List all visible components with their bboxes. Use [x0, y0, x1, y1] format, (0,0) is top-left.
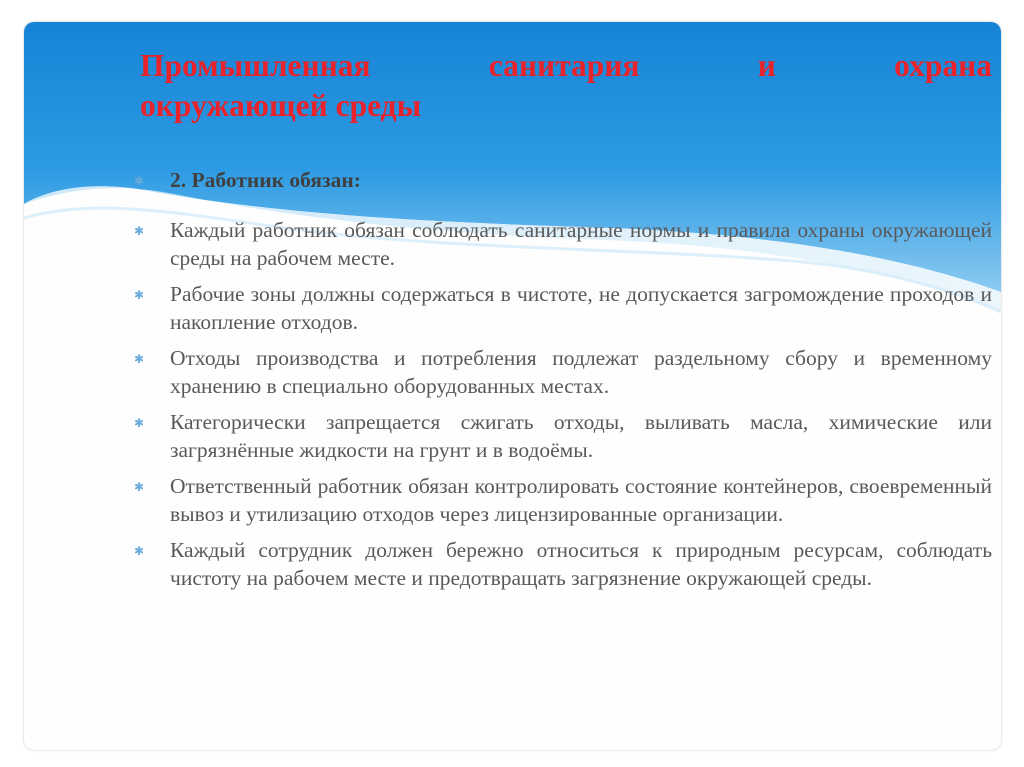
asterisk-icon: ✱	[134, 174, 145, 188]
list-item-text: Ответственный работник обязан контролировать состояние контейнеров, своевременный вывоз и утилизацию отходов через лицензированные организации.	[170, 474, 992, 526]
asterisk-icon: ✱	[134, 288, 145, 302]
asterisk-icon: ✱	[134, 224, 145, 238]
title-word-2: санитария	[488, 48, 640, 83]
title-word-3: и	[757, 48, 776, 83]
list-item	[134, 216, 992, 272]
title-word-4: охрана	[894, 48, 992, 83]
list-heading	[134, 166, 992, 194]
list-item-text: Категорически запрещается сжигать отходы, выливать масла, химические или загрязнённые жидкости на грунт и в водоёмы.	[170, 410, 992, 462]
asterisk-icon: ✱	[134, 416, 145, 430]
list-item	[134, 536, 992, 592]
list-item-text: Каждый работник обязан соблюдать санитарные нормы и правила охраны окружающей среды на рабочем месте.	[170, 218, 992, 270]
list-item	[134, 344, 992, 400]
bullet-list	[134, 166, 992, 600]
title-line-2: окружающей среды	[140, 88, 422, 123]
asterisk-icon: ✱	[134, 480, 145, 494]
asterisk-icon: ✱	[134, 544, 145, 558]
list-item-text: Рабочие зоны должны содержаться в чистоте, не допускается загромождение проходов и накопление отходов.	[170, 282, 992, 334]
slide-title	[140, 46, 992, 126]
list-item-text: Отходы производства и потребления подлежат раздельному сбору и временному хранению в специально оборудованных местах.	[170, 346, 992, 398]
list-item	[134, 472, 992, 528]
list-item	[134, 280, 992, 336]
list-item	[134, 408, 992, 464]
title-word-1: Промышленная	[140, 48, 371, 83]
asterisk-icon: ✱	[134, 352, 145, 366]
title-line-1	[140, 46, 992, 86]
list-item-text: Каждый сотрудник должен бережно относиться к природным ресурсам, соблюдать чистоту на рабочем месте и предотвращать загрязнение окружающей среды.	[170, 538, 992, 590]
slide	[24, 22, 1001, 750]
heading-text: 2. Работник обязан:	[170, 168, 361, 192]
